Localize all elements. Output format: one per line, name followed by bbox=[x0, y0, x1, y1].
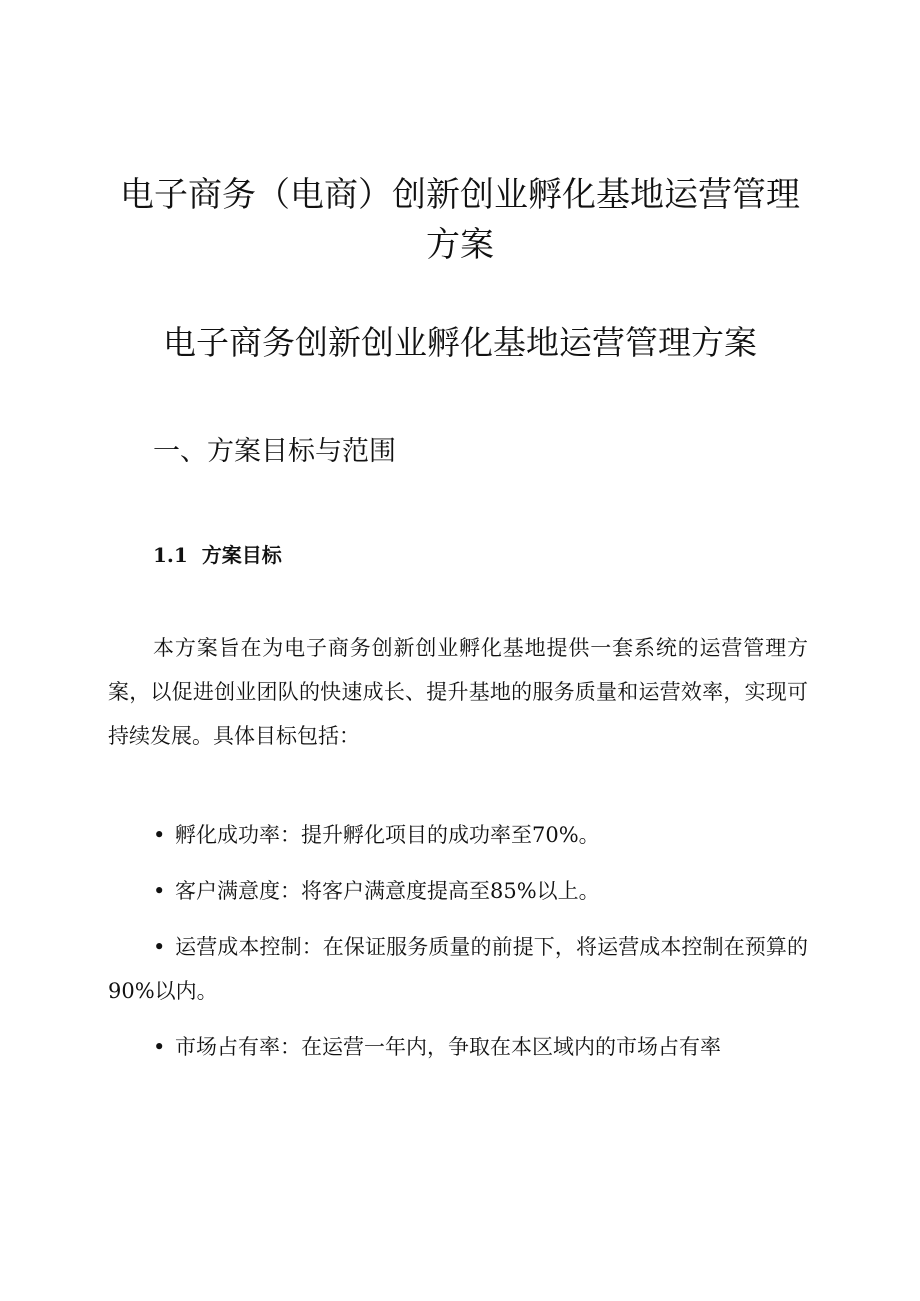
sub-heading bbox=[153, 537, 282, 573]
sub-heading-number: 1.1 bbox=[153, 543, 188, 567]
document-title: 电子商务（电商）创新创业孵化基地运营管理方案 bbox=[120, 175, 800, 265]
list-item bbox=[108, 813, 808, 857]
list-item bbox=[108, 869, 808, 913]
intro-paragraph: 本方案旨在为电子商务创新创业孵化基地提供一套系统的运营管理方案，以促进创业团队的快速成长、提升基地的服务质量和运营效率，实现可持续发展。具体目标包括： bbox=[108, 636, 808, 748]
list-item-text: 市场占有率：在运营一年内，争取在本区域内的市场占有率 bbox=[175, 1035, 721, 1059]
bullet-icon: • bbox=[153, 823, 166, 847]
goal-list bbox=[108, 813, 808, 1081]
bullet-icon: • bbox=[153, 1035, 166, 1059]
list-item bbox=[108, 1025, 808, 1069]
list-item-text: 客户满意度：将客户满意度提高至85%以上。 bbox=[175, 879, 600, 903]
list-item bbox=[108, 925, 808, 1013]
list-item-text: 运营成本控制：在保证服务质量的前提下，将运营成本控制在预算的90%以内。 bbox=[108, 935, 808, 1003]
document-subtitle: 电子商务创新创业孵化基地运营管理方案 bbox=[163, 323, 757, 362]
bullet-icon: • bbox=[153, 935, 166, 959]
list-item-text: 孵化成功率：提升孵化项目的成功率至70%。 bbox=[175, 823, 600, 847]
section-heading: 一、方案目标与范围 bbox=[153, 436, 396, 467]
bullet-icon: • bbox=[153, 879, 166, 903]
sub-heading-title: 方案目标 bbox=[201, 543, 282, 567]
